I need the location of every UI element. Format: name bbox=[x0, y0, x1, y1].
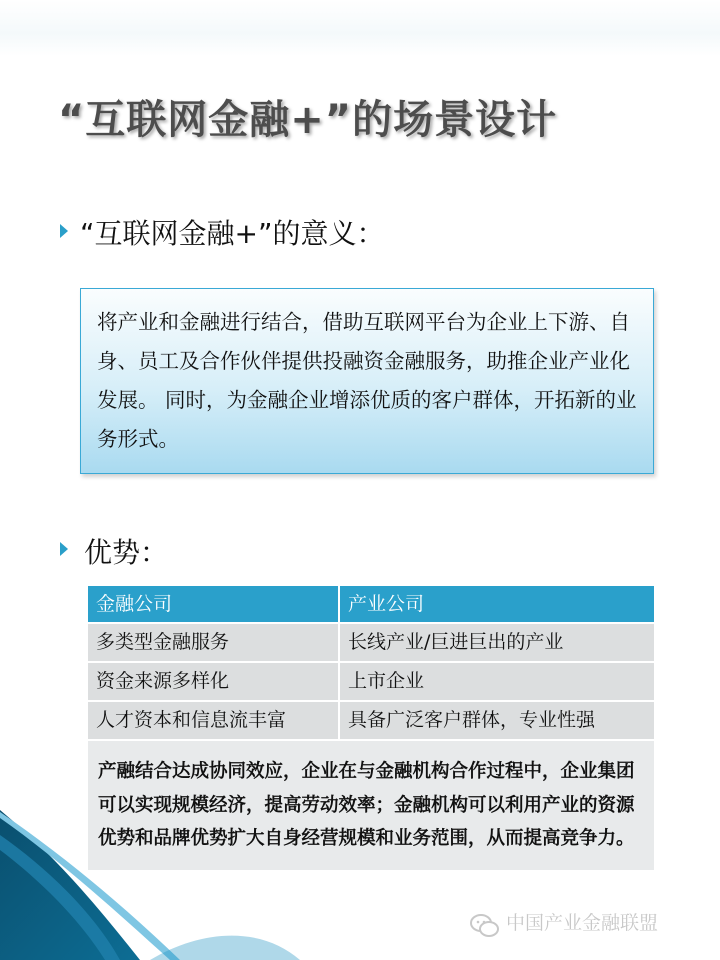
table-summary-cell: 产融结合达成协同效应，企业在与金融机构合作过程中，企业集团可以实现规模经济，提高劳动效率；金融机构可以利用产业的资源优势和品牌优势扩大自身经营规模和业务范围，从而提高竞争力。 bbox=[88, 741, 654, 870]
meaning-callout-text: 将产业和金融进行结合，借助互联网平台为企业上下游、自身、员工及合作伙伴提供投融资金融服务，助推企业产业化发展。 同时，为金融企业增添优质的客户群体，开拓新的业务形式。 bbox=[97, 310, 637, 451]
table-header-row bbox=[88, 586, 654, 622]
section-heading-advantages: 优势： bbox=[84, 536, 169, 569]
table-cell: 人才资本和信息流丰富 bbox=[88, 702, 338, 739]
table-cell: 长线产业/巨进巨出的产业 bbox=[340, 624, 654, 661]
meaning-callout-box bbox=[80, 288, 654, 474]
wechat-icon bbox=[470, 914, 500, 938]
table-cell: 资金来源多样化 bbox=[88, 663, 338, 700]
table-cell: 上市企业 bbox=[340, 663, 654, 700]
page-title: “互联网金融+”的场景设计 bbox=[58, 97, 558, 143]
top-band bbox=[0, 0, 720, 56]
table-row bbox=[88, 702, 654, 739]
table-cell: 具备广泛客户群体，专业性强 bbox=[340, 702, 654, 739]
table-row bbox=[88, 663, 654, 700]
triangle-bullet-icon bbox=[60, 542, 68, 556]
watermark-text: 中国产业金融联盟 bbox=[506, 912, 659, 934]
section-heading-meaning: “互联网金融+”的意义： bbox=[80, 217, 385, 250]
header-cell-industry: 产业公司 bbox=[340, 586, 654, 622]
table-row bbox=[88, 624, 654, 661]
advantages-table bbox=[88, 586, 654, 870]
table-cell: 多类型金融服务 bbox=[88, 624, 338, 661]
triangle-bullet-icon bbox=[60, 224, 68, 238]
header-cell-finance: 金融公司 bbox=[88, 586, 338, 622]
